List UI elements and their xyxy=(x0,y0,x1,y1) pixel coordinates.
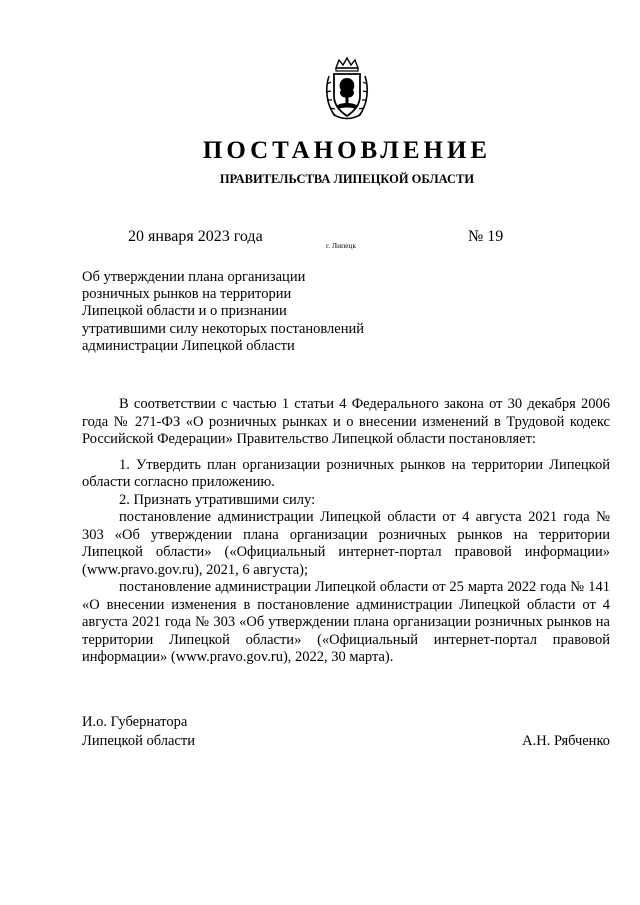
document-type-title: ПОСТАНОВЛЕНИЕ xyxy=(202,137,492,164)
signatory-position xyxy=(82,713,195,751)
repealed-act-2: постановление администрации Липецкой области от 25 марта 2022 года № 141 «О внесении изменения в постановление администрации Липецкой области от 4 августа 2021 года № 303 «Об утверждении плана организации розничных рынков на территории Липецкой области» («Официальный интернет-портал правовой информации» (www.pravo.gov.ru), 2022, 30 марта). xyxy=(82,579,610,665)
coat-of-arms-icon xyxy=(323,56,371,122)
subject-line: розничных рынков на территории xyxy=(82,286,292,303)
subject-line: администрации Липецкой области xyxy=(82,337,295,354)
subject-line: Об утверждении плана организации xyxy=(82,269,306,285)
preamble-paragraph: В соответствии с частью 1 статьи 4 Федерального закона от 30 декабря 2006 года № 271-ФЗ «О розничных рынках и о внесении изменений в Трудовой кодекс Российской Федерации» Правительство Липецкой области постановляет: xyxy=(82,396,610,447)
document-number: № 19 xyxy=(468,228,504,245)
clause-2: 2. Признать утратившими силу: xyxy=(119,491,316,508)
signatory-position-line: И.о. Губернатора xyxy=(82,714,188,730)
subject-line: утратившими силу некоторых постановлений xyxy=(82,320,365,337)
signatory-position-line: Липецкой области xyxy=(82,733,195,749)
issuer-name: ПРАВИТЕЛЬСТВА ЛИПЕЦКОЙ ОБЛАСТИ xyxy=(219,172,475,186)
subject-line: Липецкой области и о признании xyxy=(82,303,287,320)
document-date: 20 января 2023 года xyxy=(128,228,263,245)
repealed-act-1: постановление администрации Липецкой области от 4 августа 2021 года № 303 «Об утверждении плана организации розничных рынков на территории Липецкой области» («Официальный интернет-портал правовой информации» (www.pravo.gov.ru), 2021, 6 августа); xyxy=(82,509,610,578)
clause-1: 1. Утвердить план организации розничных рынков на территории Липецкой области согласно приложению. xyxy=(82,456,610,490)
document-body xyxy=(82,396,610,667)
document-city: г. Липецк xyxy=(326,241,357,250)
signatory-name: А.Н. Рябченко xyxy=(522,733,610,749)
document-subject xyxy=(82,269,422,355)
